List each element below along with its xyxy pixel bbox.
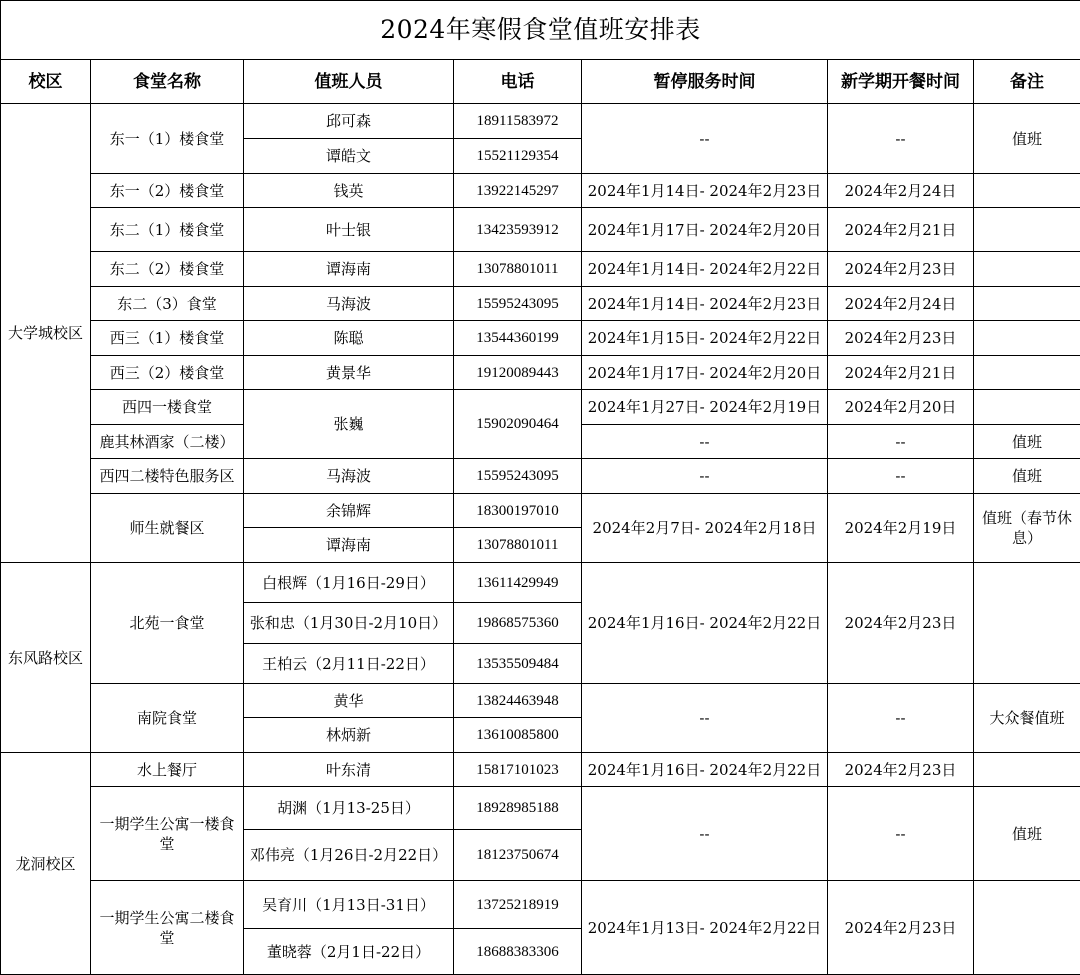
header-reopen-time: 新学期开餐时间 — [828, 60, 974, 104]
remark-cell — [974, 881, 1080, 975]
phone-cell: 18688383306 — [454, 929, 582, 975]
remark-cell — [974, 321, 1080, 356]
phone-cell: 13611429949 — [454, 563, 582, 603]
reopen-cell: 2024年2月19日 — [828, 494, 974, 563]
reopen-cell: -- — [828, 787, 974, 881]
header-suspend-time: 暂停服务时间 — [582, 60, 828, 104]
header-row — [1, 60, 1080, 104]
phone-cell: 13824463948 — [454, 684, 582, 718]
table-row — [1, 459, 1080, 494]
campus-cell: 东风路校区 — [1, 563, 91, 753]
reopen-cell: 2024年2月21日 — [828, 356, 974, 390]
suspend-cell: -- — [582, 684, 828, 753]
suspend-cell: -- — [582, 459, 828, 494]
remark-cell: 值班 — [974, 425, 1080, 459]
suspend-cell: 2024年1月16日- 2024年2月22日 — [582, 753, 828, 787]
canteen-cell: 北苑一食堂 — [91, 563, 244, 684]
reopen-cell: -- — [828, 104, 974, 174]
header-campus: 校区 — [1, 60, 91, 104]
staff-cell: 叶东清 — [244, 753, 454, 787]
reopen-cell: 2024年2月20日 — [828, 390, 974, 425]
staff-cell: 邱可森 — [244, 104, 454, 139]
staff-cell: 林炳新 — [244, 718, 454, 753]
staff-cell: 邓伟亮（1月26日-2月22日） — [244, 830, 454, 881]
phone-cell: 18123750674 — [454, 830, 582, 881]
table-row — [1, 390, 1080, 425]
canteen-cell: 东二（1）楼食堂 — [91, 208, 244, 252]
phone-cell: 13078801011 — [454, 528, 582, 563]
remark-cell — [974, 252, 1080, 287]
staff-cell: 黄景华 — [244, 356, 454, 390]
suspend-cell: -- — [582, 425, 828, 459]
remark-cell — [974, 287, 1080, 321]
canteen-cell: 师生就餐区 — [91, 494, 244, 563]
staff-cell: 钱英 — [244, 174, 454, 208]
phone-cell: 13423593912 — [454, 208, 582, 252]
staff-cell: 谭皓文 — [244, 139, 454, 174]
canteen-cell: 东一（2）楼食堂 — [91, 174, 244, 208]
canteen-cell: 东一（1）楼食堂 — [91, 104, 244, 174]
suspend-cell: 2024年1月14日- 2024年2月22日 — [582, 252, 828, 287]
canteen-cell: 东二（2）楼食堂 — [91, 252, 244, 287]
remark-cell: 值班 — [974, 787, 1080, 881]
phone-cell: 18300197010 — [454, 494, 582, 528]
phone-cell: 15595243095 — [454, 459, 582, 494]
reopen-cell: 2024年2月21日 — [828, 208, 974, 252]
reopen-cell: 2024年2月23日 — [828, 753, 974, 787]
reopen-cell: 2024年2月24日 — [828, 287, 974, 321]
reopen-cell: -- — [828, 459, 974, 494]
staff-cell: 张巍 — [244, 390, 454, 459]
reopen-cell: 2024年2月24日 — [828, 174, 974, 208]
phone-cell: 15817101023 — [454, 753, 582, 787]
canteen-cell: 西三（2）楼食堂 — [91, 356, 244, 390]
phone-cell: 19868575360 — [454, 603, 582, 644]
canteen-cell: 西四一楼食堂 — [91, 390, 244, 425]
header-phone: 电话 — [454, 60, 582, 104]
suspend-cell: 2024年1月27日- 2024年2月19日 — [582, 390, 828, 425]
staff-cell: 董晓蓉（2月1日-22日） — [244, 929, 454, 975]
phone-cell: 15902090464 — [454, 390, 582, 459]
reopen-cell: 2024年2月23日 — [828, 252, 974, 287]
header-canteen: 食堂名称 — [91, 60, 244, 104]
staff-cell: 胡渊（1月13-25日） — [244, 787, 454, 830]
canteen-cell: 南院食堂 — [91, 684, 244, 753]
phone-cell: 13078801011 — [454, 252, 582, 287]
phone-cell: 18911583972 — [454, 104, 582, 139]
reopen-cell: 2024年2月23日 — [828, 321, 974, 356]
table-row — [1, 252, 1080, 287]
table-row — [1, 494, 1080, 528]
phone-cell: 13922145297 — [454, 174, 582, 208]
reopen-cell: -- — [828, 684, 974, 753]
suspend-cell: -- — [582, 787, 828, 881]
phone-cell: 19120089443 — [454, 356, 582, 390]
phone-cell: 13544360199 — [454, 321, 582, 356]
staff-cell: 马海波 — [244, 287, 454, 321]
canteen-cell: 西四二楼特色服务区 — [91, 459, 244, 494]
table-row — [1, 563, 1080, 603]
canteen-cell: 鹿其林酒家（二楼） — [91, 425, 244, 459]
canteen-cell: 西三（1）楼食堂 — [91, 321, 244, 356]
suspend-cell: 2024年1月17日- 2024年2月20日 — [582, 208, 828, 252]
canteen-cell: 一期学生公寓二楼食堂 — [91, 881, 244, 975]
suspend-cell: 2024年1月15日- 2024年2月22日 — [582, 321, 828, 356]
suspend-cell: 2024年1月17日- 2024年2月20日 — [582, 356, 828, 390]
reopen-cell: 2024年2月23日 — [828, 881, 974, 975]
canteen-cell: 一期学生公寓一楼食堂 — [91, 787, 244, 881]
suspend-cell: 2024年2月7日- 2024年2月18日 — [582, 494, 828, 563]
remark-cell: 值班 — [974, 459, 1080, 494]
remark-cell — [974, 174, 1080, 208]
table-row — [1, 174, 1080, 208]
staff-cell: 马海波 — [244, 459, 454, 494]
remark-cell — [974, 208, 1080, 252]
table-row — [1, 287, 1080, 321]
phone-cell: 18928985188 — [454, 787, 582, 830]
remark-cell — [974, 390, 1080, 425]
phone-cell: 13535509484 — [454, 644, 582, 684]
table-row — [1, 321, 1080, 356]
canteen-cell: 东二（3）食堂 — [91, 287, 244, 321]
remark-cell — [974, 563, 1080, 684]
header-remark: 备注 — [974, 60, 1080, 104]
table-row — [1, 753, 1080, 787]
suspend-cell: 2024年1月13日- 2024年2月22日 — [582, 881, 828, 975]
table-row — [1, 208, 1080, 252]
suspend-cell: 2024年1月14日- 2024年2月23日 — [582, 287, 828, 321]
staff-cell: 陈聪 — [244, 321, 454, 356]
staff-cell: 黄华 — [244, 684, 454, 718]
staff-cell: 谭海南 — [244, 528, 454, 563]
phone-cell: 15521129354 — [454, 139, 582, 174]
staff-cell: 谭海南 — [244, 252, 454, 287]
remark-cell — [974, 753, 1080, 787]
phone-cell: 15595243095 — [454, 287, 582, 321]
suspend-cell: 2024年1月16日- 2024年2月22日 — [582, 563, 828, 684]
suspend-cell: -- — [582, 104, 828, 174]
staff-cell: 白根辉（1月16日-29日） — [244, 563, 454, 603]
table-title: 2024年寒假食堂值班安排表 — [1, 1, 1080, 60]
staff-cell: 余锦辉 — [244, 494, 454, 528]
staff-cell: 吴育川（1月13日-31日） — [244, 881, 454, 929]
table-row — [1, 881, 1080, 929]
staff-cell: 王柏云（2月11日-22日） — [244, 644, 454, 684]
staff-cell: 张和忠（1月30日-2月10日） — [244, 603, 454, 644]
table-row — [1, 787, 1080, 830]
staff-cell: 叶士银 — [244, 208, 454, 252]
remark-cell: 值班 — [974, 104, 1080, 174]
reopen-cell: 2024年2月23日 — [828, 563, 974, 684]
canteen-cell: 水上餐厅 — [91, 753, 244, 787]
remark-cell: 值班（春节休息） — [974, 494, 1080, 563]
suspend-cell: 2024年1月14日- 2024年2月23日 — [582, 174, 828, 208]
campus-cell: 大学城校区 — [1, 104, 91, 563]
table-row — [1, 104, 1080, 139]
campus-cell: 龙洞校区 — [1, 753, 91, 975]
reopen-cell: -- — [828, 425, 974, 459]
remark-cell: 大众餐值班 — [974, 684, 1080, 753]
header-staff: 值班人员 — [244, 60, 454, 104]
table-row — [1, 684, 1080, 718]
phone-cell: 13610085800 — [454, 718, 582, 753]
table-row — [1, 356, 1080, 390]
phone-cell: 13725218919 — [454, 881, 582, 929]
remark-cell — [974, 356, 1080, 390]
